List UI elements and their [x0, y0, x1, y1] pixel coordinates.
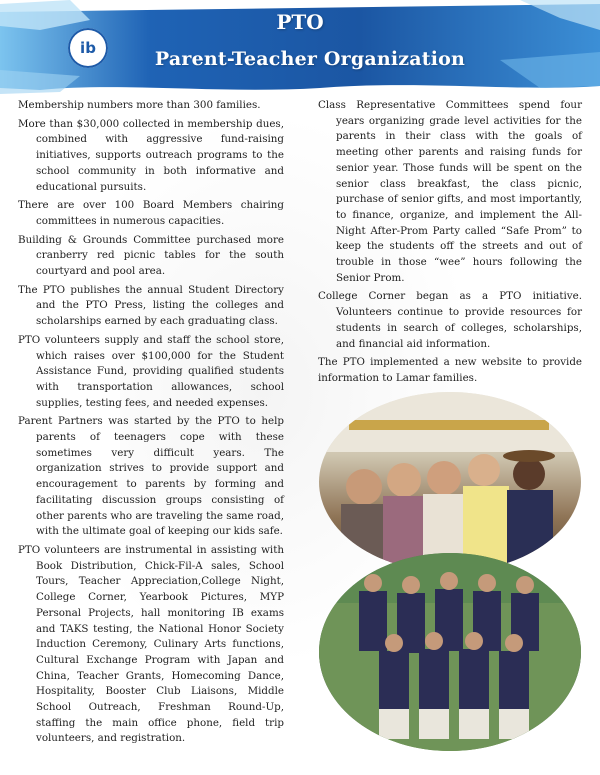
page-subtitle: Parent-Teacher Organization	[154, 48, 466, 70]
left-column	[18, 98, 284, 750]
right-paragraph: The PTO implemented a new website to provide information to Lamar families.	[318, 356, 582, 384]
baseball-team-photo	[319, 553, 581, 751]
left-paragraph: Parent Partners was started by the PTO to help parents of teenagers cope with these sometimes very difficult years. The organization strives to provide support and encouragement to parents by forming and facilitating discussion groups consisting of other parents who are traveling the same road, with the ultimate goal of keeping our kids safe.	[18, 415, 284, 538]
left-paragraph: Membership numbers more than 300 families.	[18, 99, 261, 111]
right-paragraph: College Corner began as a PTO initiative. Volunteers continue to provide resources for students in search of colleges, scholarships, and financial aid information.	[318, 290, 582, 350]
left-paragraph: More than $30,000 collected in membership dues, combined with aggressive fund-raising initiatives, supports outreach programs to the school community in both informative and educational pursuits.	[18, 117, 284, 193]
left-paragraph: There are over 100 Board Members chairing committees in numerous capacities.	[18, 199, 284, 227]
right-paragraph: Class Representative Committees spend four years organizing grade level activities for the parents in their class with the goals of meeting other parents and raising funds for senior year. Those funds will be spent on the senior class breakfast, the class picnic, purchase of senior gifts, and most importantly, to finance, organize, and implement the All-Night After-Prom Party called “Safe Prom” to keep the students off the streets and out of trouble in those “wee” hours following the Senior Prom.	[318, 99, 582, 284]
page-title: PTO	[276, 10, 324, 34]
student-group-photo	[319, 392, 581, 572]
left-paragraph: PTO volunteers supply and staff the school store, which raises over $100,000 for the Student Assistance Fund, providing qualified students with transportation allowances, school supplies, testing fees, and needed expenses.	[18, 333, 284, 409]
header-banner	[0, 0, 600, 95]
left-paragraph: The PTO publishes the annual Student Directory and the PTO Press, listing the colleges and scholarships earned by each graduating class.	[18, 283, 284, 328]
left-paragraph: PTO volunteers are instrumental in assisting with Book Distribution, Chick-Fil-A sales, School Tours, Teacher Appreciation,College Night, College Corner, Yearbook Pictures, MYP Personal Projects, hall monitoring IB exams and TAKS testing, the National Honor Society Induction Ceremony, Culinary Arts functions, Cultural Exchange Program with Japan and China, Teacher Grants, Homecoming Dance, Hospitality, Booster Club Liaisons, Middle School Outreach, Freshman Round-Up, staffing the main office phone, field trip volunteers, and registration.	[18, 543, 284, 745]
ib-world-school-logo: ib	[68, 28, 108, 68]
left-paragraph: Building & Grounds Committee purchased more cranberry red picnic tables for the south courtyard and pool area.	[18, 233, 284, 278]
right-column	[318, 98, 582, 390]
